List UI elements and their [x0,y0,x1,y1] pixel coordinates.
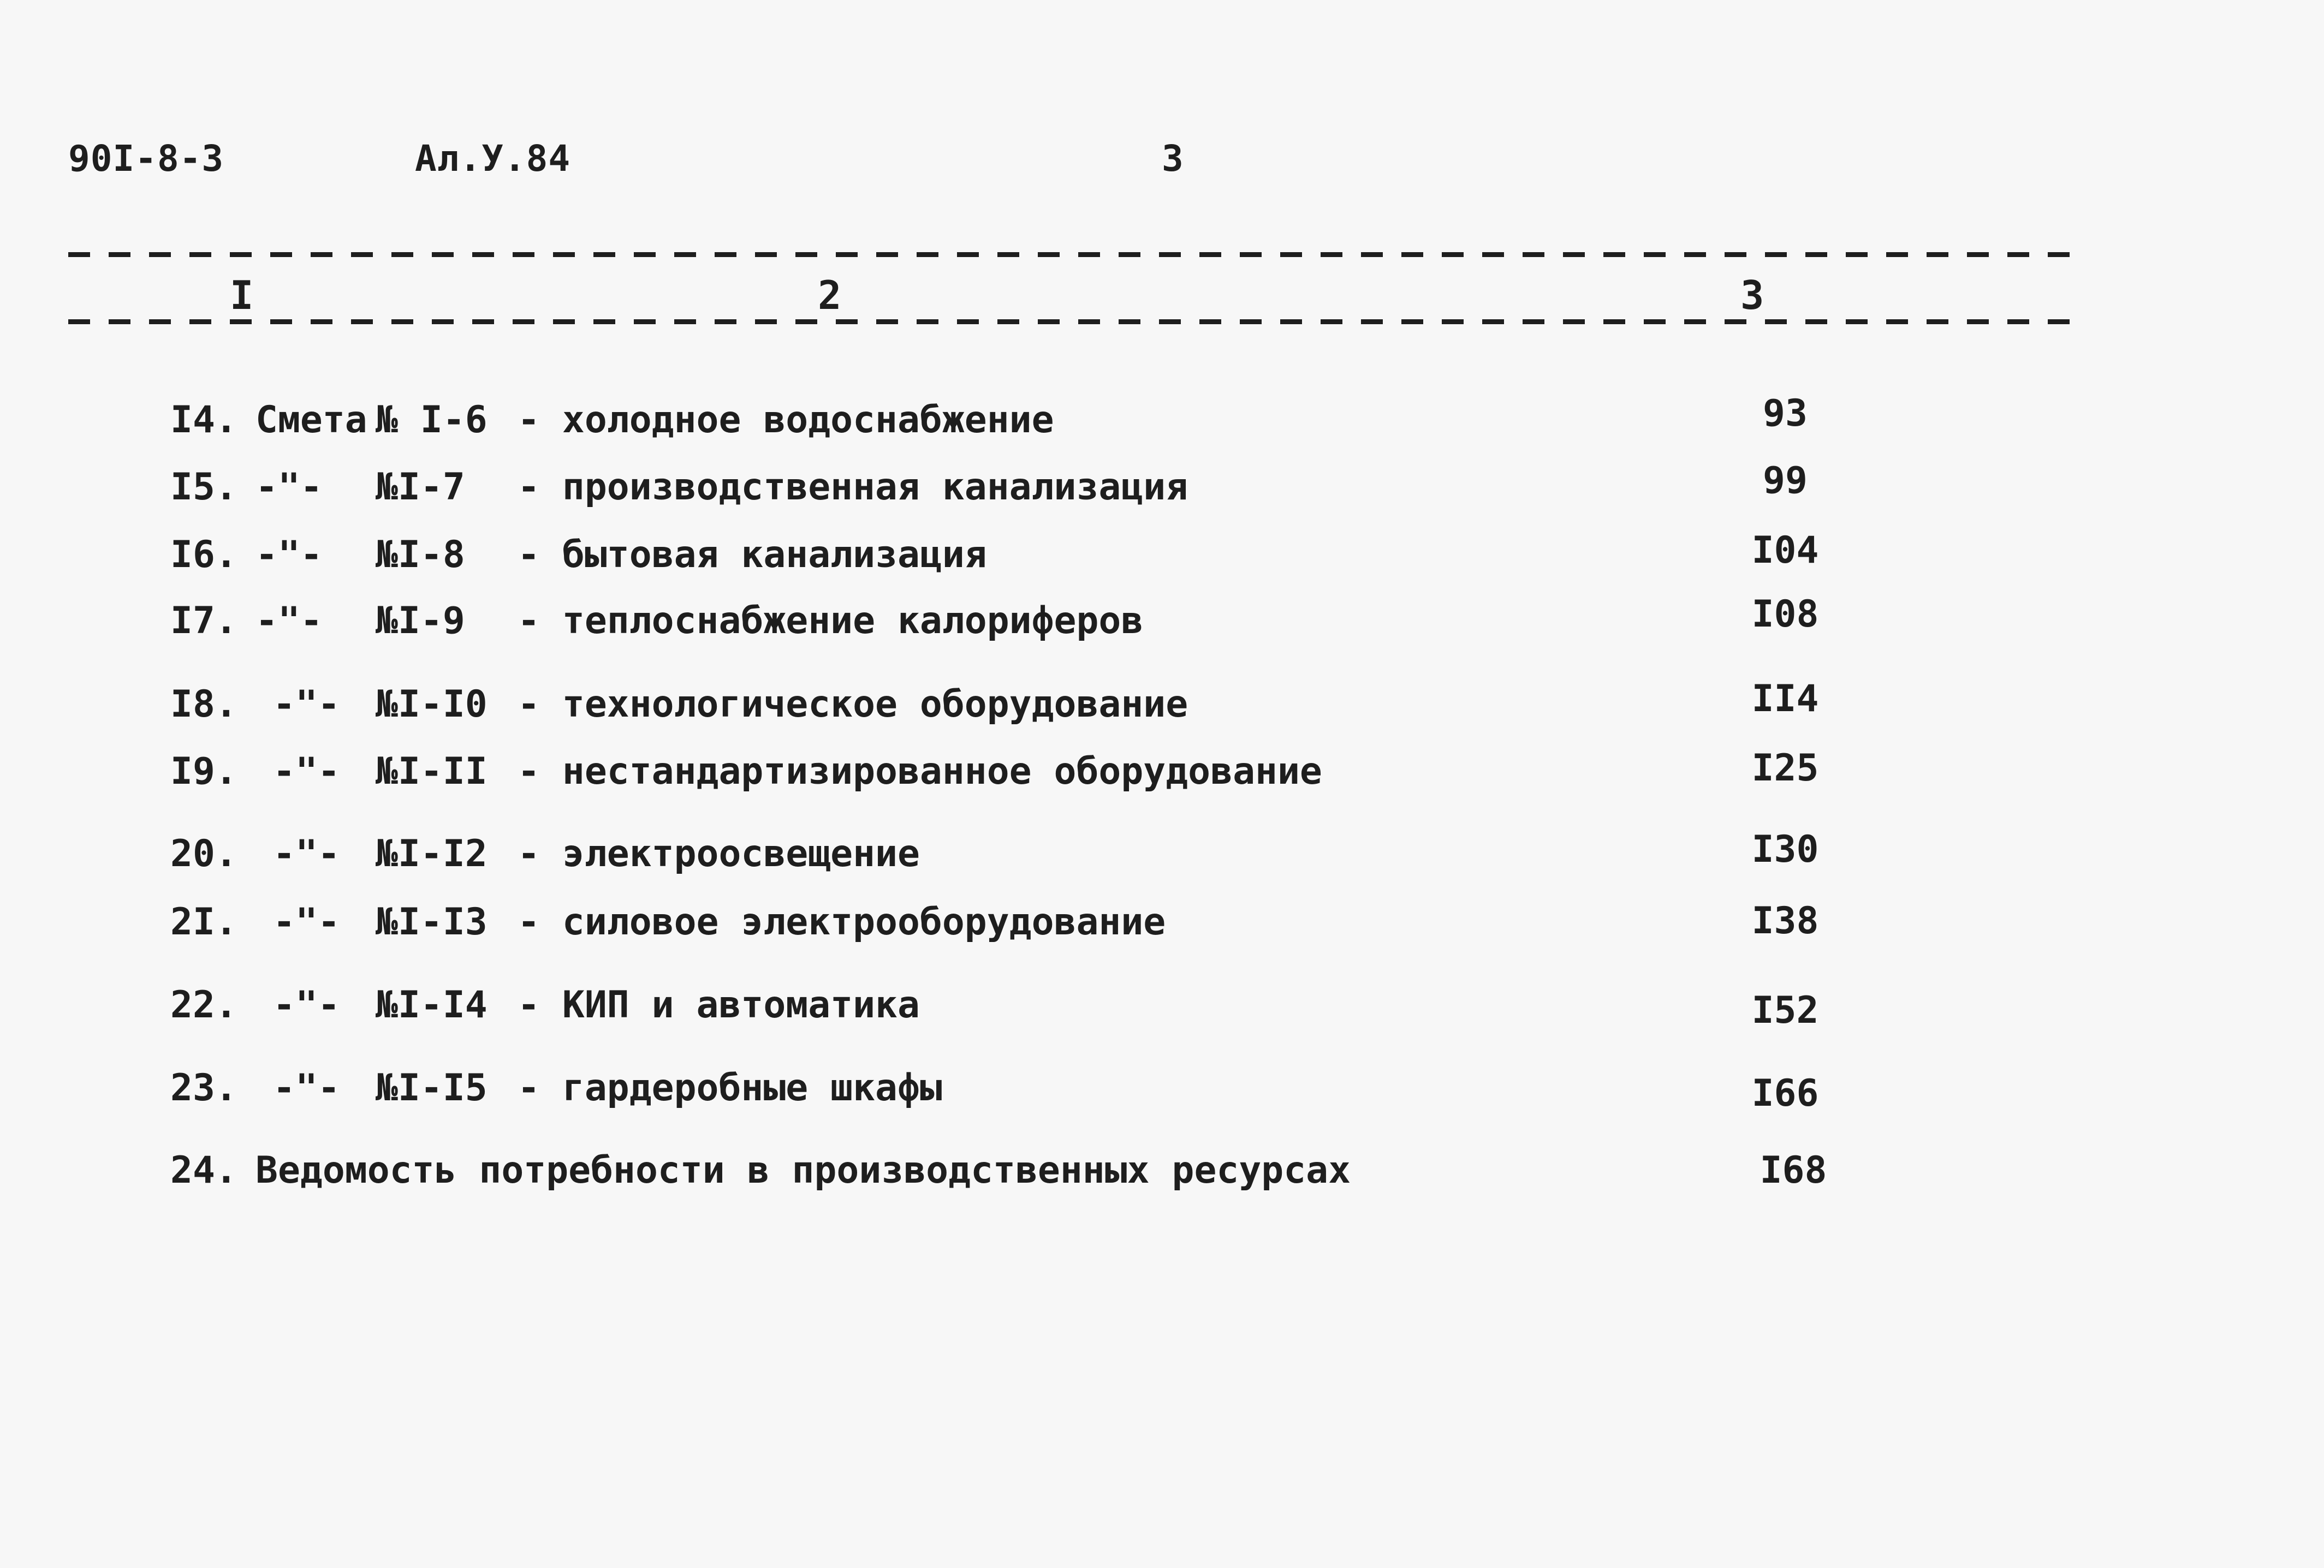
item-code: №I-I4 [376,983,488,1027]
list-item [0,677,2324,729]
item-abbreviation: -"- [273,1066,340,1110]
list-item [0,530,2324,580]
item-page: I68 [1760,1149,1827,1192]
item-description: - технологическое оборудование [518,683,1188,726]
item-number: 22. [170,983,237,1027]
item-abbreviation: Смета [255,398,367,442]
item-description: - гардеробные шкафы [518,1066,942,1110]
item-page: I38 [1751,899,1819,943]
item-number: I5. [170,466,237,509]
item-code: №I-II [376,750,488,793]
list-item [0,392,2324,445]
document-code: 90I-8-3 [68,138,224,180]
item-number: 20. [170,832,237,875]
item-number: 24. [170,1149,237,1192]
item-page: I25 [1751,747,1819,790]
column-header-3: 3 [1737,276,1767,315]
item-number: I6. [170,533,237,576]
list-item [0,459,2324,512]
table-header-rule [68,319,2088,324]
item-abbreviation: -"- [273,983,340,1027]
item-abbreviation: -"- [255,533,323,576]
column-header-1: I [227,276,257,315]
list-item [0,593,2324,646]
item-code: №I-I2 [376,832,488,875]
item-page: I66 [1751,1072,1819,1115]
item-number: I9. [170,750,237,793]
item-code: №I-8 [376,533,465,576]
item-description: Ведомость потребности в производственных ресурсах [255,1149,1351,1192]
item-page: I04 [1751,529,1819,572]
item-page: I30 [1751,828,1819,871]
item-page: 99 [1763,459,1808,502]
item-code: №I-7 [376,466,465,509]
album-number: Ал.У.84 [415,138,571,180]
item-abbreviation: -"- [255,466,323,509]
item-page: II4 [1751,677,1819,720]
item-description: - КИП и автоматика [518,983,920,1027]
item-page: 93 [1763,392,1808,435]
item-description: - нестандартизированное оборудование [518,750,1322,793]
item-description: - холодное водоснабжение [518,398,1054,442]
list-item [0,830,2324,879]
item-abbreviation: -"- [273,683,340,726]
item-number: I7. [170,599,237,642]
item-abbreviation: -"- [273,750,340,793]
item-abbreviation: -"- [255,599,323,642]
item-code: №I-I0 [376,683,488,726]
item-number: I4. [170,398,237,442]
list-item [0,747,2324,796]
item-page: I52 [1751,989,1819,1032]
item-code: №I-I3 [376,901,488,944]
item-description: - силовое электрооборудование [518,901,1166,944]
item-code: №I-I5 [376,1066,488,1110]
item-abbreviation: -"- [273,901,340,944]
item-description: - производственная канализация [518,466,1188,509]
table-top-rule [68,252,2088,257]
item-number: 2I. [170,901,237,944]
page-number: 3 [1162,138,1184,180]
list-item [0,898,2324,947]
list-item [0,981,2324,1030]
item-description: - бытовая канализация [518,533,987,576]
item-number: I8. [170,683,237,726]
list-item [0,1064,2324,1113]
item-description: - электроосвещение [518,832,920,875]
item-page: I08 [1751,593,1819,636]
item-number: 23. [170,1066,237,1110]
item-code: № I-6 [376,398,488,442]
item-code: №I-9 [376,599,465,642]
column-header-2: 2 [815,276,845,315]
item-description: - теплоснабжение калориферов [518,599,1144,642]
item-abbreviation: -"- [273,832,340,875]
final-list-item [0,1146,2324,1195]
